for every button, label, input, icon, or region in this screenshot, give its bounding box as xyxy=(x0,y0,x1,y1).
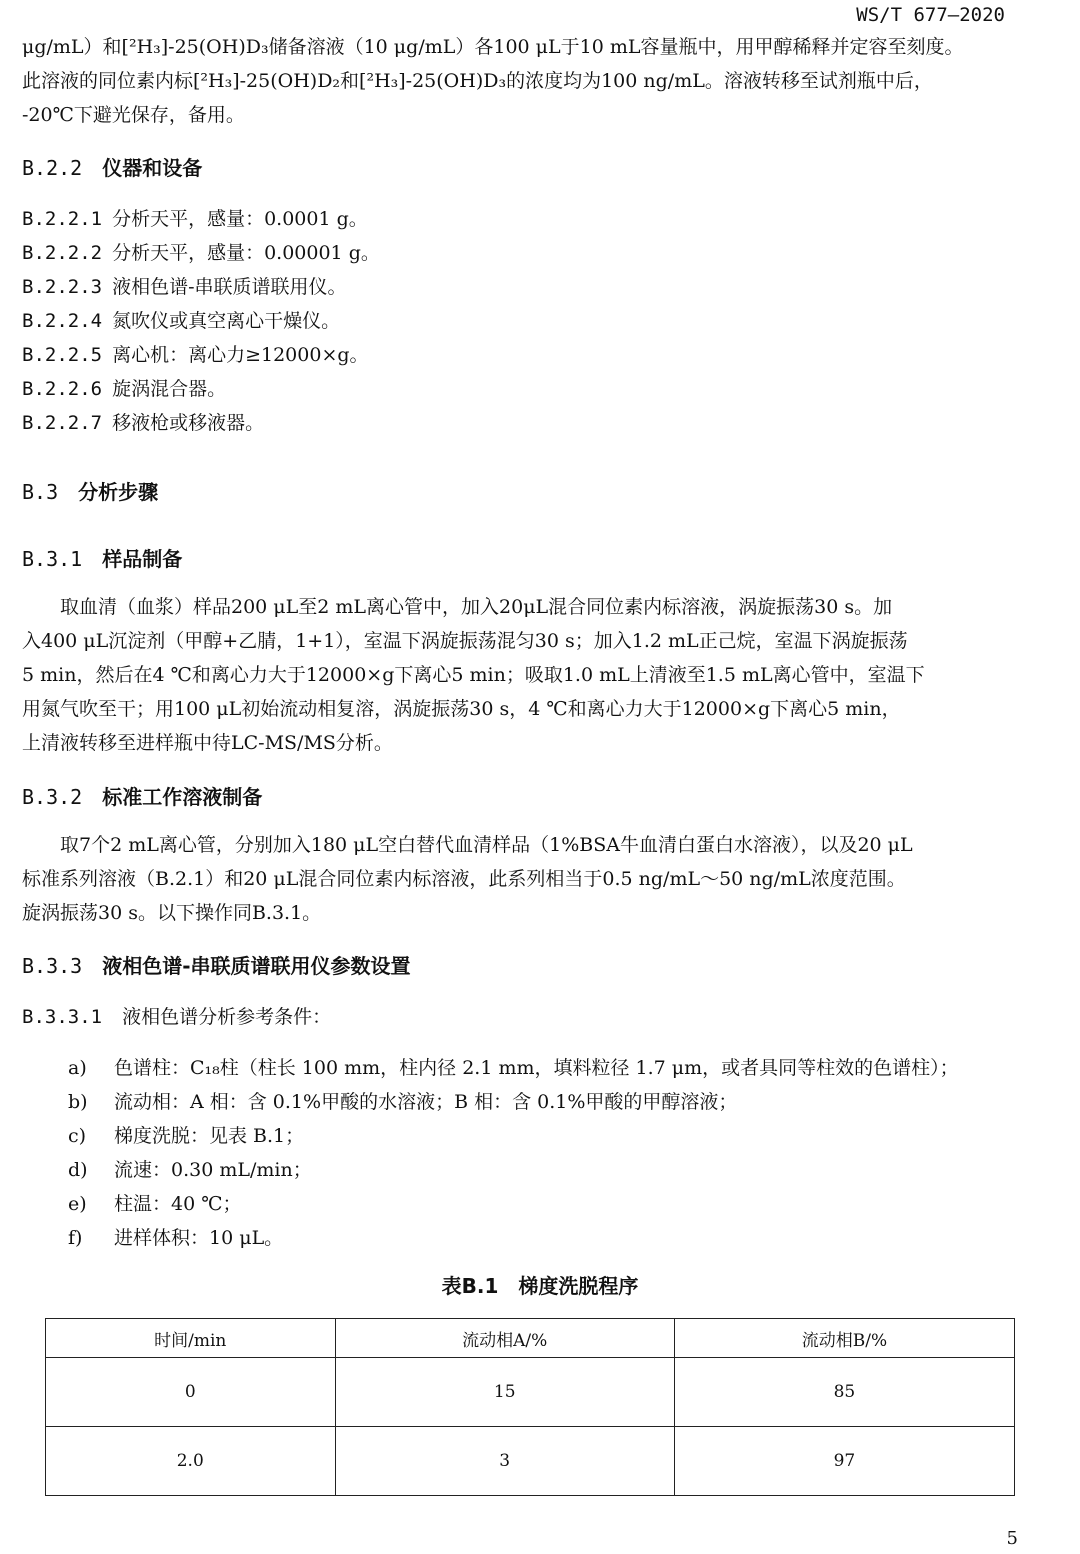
section-number: B.3.1 xyxy=(22,547,83,571)
item-text: 氮吹仪或真空离心干燥仪。 xyxy=(112,310,341,332)
section-title: 分析步骤 xyxy=(78,480,159,504)
list-item xyxy=(22,340,369,367)
item-number: B.3.3.1 xyxy=(22,1006,103,1028)
column-header: 流动相B/% xyxy=(674,1319,1014,1358)
item-text: 液相色谱分析参考条件： xyxy=(122,1006,332,1028)
section-number: B.3.3 xyxy=(22,954,83,978)
table-cell: 3 xyxy=(335,1427,674,1496)
table-cell: 0 xyxy=(46,1358,336,1427)
list-item xyxy=(22,374,226,401)
section-title: 液相色谱-串联质谱联用仪参数设置 xyxy=(102,954,411,978)
list-marker: b) xyxy=(68,1091,88,1113)
list-marker: a) xyxy=(68,1057,87,1079)
text-line: 上清液转移至进样瓶中待LC-MS/MS分析。 xyxy=(22,732,393,754)
condition-text: 色谱柱：C₁₈柱（柱长 100 mm，柱内径 2.1 mm，填料粒径 1.7 μm，或者具同等柱效的色谱柱）； xyxy=(114,1057,959,1079)
section-title: 标准工作溶液制备 xyxy=(102,785,263,809)
list-item xyxy=(22,306,340,333)
list-marker: e) xyxy=(68,1193,87,1215)
table-row xyxy=(46,1427,1015,1496)
text-line: 取7个2 mL离心管，分别加入180 μL空白替代血清样品（1%BSA牛血清白蛋白水溶液），以及20 μL xyxy=(22,834,913,856)
condition-text: 流速：0.30 mL/min； xyxy=(114,1159,312,1181)
condition-text: 进样体积：10 μL。 xyxy=(114,1227,284,1249)
page-number: 5 xyxy=(1006,1528,1018,1549)
section-heading-b31 xyxy=(22,543,182,572)
list-item xyxy=(22,408,264,435)
item-text: 离心机：离心力≥12000×g。 xyxy=(112,344,369,366)
section-number: B.2.2 xyxy=(22,156,83,180)
text-line: 5 min，然后在4 ℃和离心力大于12000×g下离心5 min；吸取1.0 mL上清液至1.5 mL离心管中，室温下 xyxy=(22,664,925,686)
list-item xyxy=(22,238,380,265)
condition-text: 流动相：A 相：含 0.1%甲酸的水溶液；B 相：含 0.1%甲酸的甲醇溶液； xyxy=(114,1091,738,1113)
subsection-b331 xyxy=(22,1002,331,1029)
condition-item xyxy=(68,1189,241,1216)
condition-item xyxy=(68,1223,283,1250)
condition-item xyxy=(68,1053,959,1080)
section-heading-b22 xyxy=(22,152,202,181)
list-item xyxy=(22,272,347,299)
condition-item xyxy=(68,1121,304,1148)
section-title: 仪器和设备 xyxy=(102,156,203,180)
item-number: B.2.2.3 xyxy=(22,276,103,298)
condition-text: 柱温：40 ℃； xyxy=(114,1193,242,1215)
condition-text: 梯度洗脱：见表 B.1； xyxy=(114,1125,305,1147)
list-item xyxy=(22,204,368,231)
item-number: B.2.2.5 xyxy=(22,344,103,366)
table-cell: 15 xyxy=(335,1358,674,1427)
section-heading-b3 xyxy=(22,476,158,505)
item-number: B.2.2.1 xyxy=(22,208,103,230)
text-line: 取血清（血浆）样品200 μL至2 mL离心管中，加入20μL混合同位素内标溶液，涡旋振荡30 s。加 xyxy=(22,596,893,618)
item-number: B.2.2.2 xyxy=(22,242,103,264)
table-cell: 2.0 xyxy=(46,1427,336,1496)
section-heading-b32 xyxy=(22,781,262,810)
item-number: B.2.2.6 xyxy=(22,378,103,400)
gradient-table xyxy=(45,1318,1015,1496)
section-heading-b33 xyxy=(22,950,411,979)
document-code: WS/T 677—2020 xyxy=(856,4,1005,26)
table-caption: 表B.1 梯度洗脱程序 xyxy=(441,1274,639,1298)
item-text: 分析天平，感量：0.00001 g。 xyxy=(112,242,380,264)
text-line: 此溶液的同位素内标[²H₃]-25(OH)D₂和[²H₃]-25(OH)D₃的浓度均为100 ng/mL。溶液转移至试剂瓶中后， xyxy=(22,70,933,92)
column-header: 时间/min xyxy=(46,1319,336,1358)
condition-item xyxy=(68,1155,312,1182)
intro-paragraph xyxy=(22,30,1052,132)
item-text: 移液枪或移液器。 xyxy=(112,412,265,434)
item-text: 分析天平，感量：0.0001 g。 xyxy=(112,208,368,230)
column-header: 流动相A/% xyxy=(335,1319,674,1358)
table-cell: 85 xyxy=(674,1358,1014,1427)
table-header-row xyxy=(46,1319,1015,1358)
item-number: B.2.2.7 xyxy=(22,412,103,434)
text-line: 入400 μL沉淀剂（甲醇+乙腈，1+1），室温下涡旋振荡混匀30 s；加入1.2 mL正己烷，室温下涡旋振荡 xyxy=(22,630,908,652)
text-line: 用氮气吹至干；用100 μL初始流动相复溶，涡旋振荡30 s，4 ℃和离心力大于12000×g下离心5 min， xyxy=(22,698,901,720)
section-number: B.3 xyxy=(22,480,59,504)
section-number: B.3.2 xyxy=(22,785,83,809)
text-line: 标准系列溶液（B.2.1）和20 μL混合同位素内标溶液，此系列相当于0.5 ng/mL～50 ng/mL浓度范围。 xyxy=(22,868,906,890)
list-marker: c) xyxy=(68,1125,87,1147)
sample-prep-paragraph xyxy=(22,590,1052,760)
item-text: 旋涡混合器。 xyxy=(112,378,227,400)
table-cell: 97 xyxy=(674,1427,1014,1496)
item-text: 液相色谱-串联质谱联用仪。 xyxy=(112,276,347,298)
list-marker: f) xyxy=(68,1227,83,1249)
item-number: B.2.2.4 xyxy=(22,310,103,332)
condition-item xyxy=(68,1087,737,1114)
table-row xyxy=(46,1358,1015,1427)
text-line: 旋涡振荡30 s。以下操作同B.3.1。 xyxy=(22,902,322,924)
text-line: -20℃下避光保存，备用。 xyxy=(22,104,245,126)
section-title: 样品制备 xyxy=(102,547,183,571)
text-line: μg/mL）和[²H₃]-25(OH)D₃储备溶液（10 μg/mL）各100 μL于10 mL容量瓶中，用甲醇稀释并定容至刻度。 xyxy=(22,36,964,58)
list-marker: d) xyxy=(68,1159,88,1181)
standard-solution-paragraph xyxy=(22,828,1052,930)
